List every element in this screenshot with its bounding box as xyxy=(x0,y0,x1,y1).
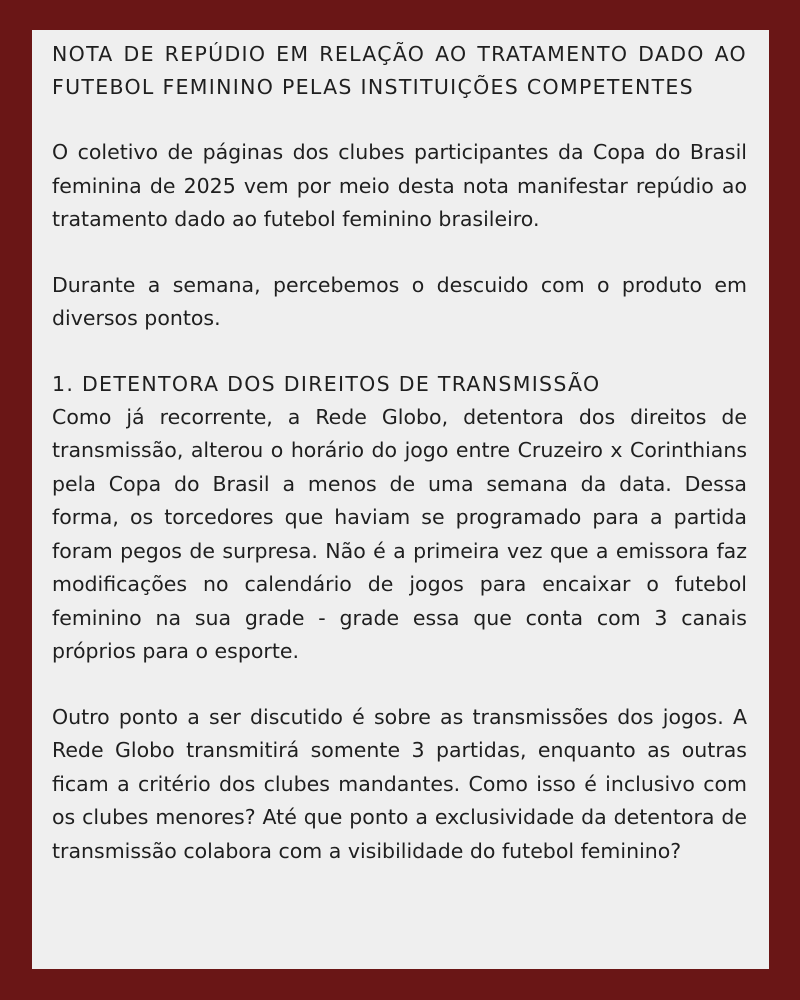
spacer xyxy=(52,104,747,136)
intro-paragraph: O coletivo de páginas dos clubes participantes da Copa do Brasil feminina de 2025 vem por meio desta nota manifestar repúdio ao tratamento dado ao futebol feminino brasileiro. xyxy=(52,140,747,231)
transmission-rights-paragraph: Como já recorrente, a Rede Globo, detentora dos direitos de transmissão, alterou o horário do jogo entre Cruzeiro x Corinthians pela Copa do Brasil a menos de uma semana da data. Dessa forma, os torcedores que haviam se programado para a partida foram pegos de surpresa. Não é a primeira vez que a emissora faz modificações no calendário de jogos para encaixar o futebol feminino na sua grade - grade essa que conta com 3 canais próprios para o esporte. xyxy=(52,404,747,663)
spacer xyxy=(52,669,747,701)
statement-title: NOTA DE REPÚDIO EM RELAÇÃO AO TRATAMENTO DADO AO FUTEBOL FEMININO PELAS INSTITUIÇÕES COMPETENTES xyxy=(52,42,747,99)
week-paragraph: Durante a semana, percebemos o descuido com o produto em diversos pontos. xyxy=(52,272,747,330)
spacer xyxy=(52,237,747,269)
statement-card xyxy=(32,30,769,969)
broadcast-paragraph: Outro ponto a ser discutido é sobre as transmissões dos jogos. A Rede Globo transmitirá somente 3 partidas, enquanto as outras ficam a critério dos clubes mandantes. Como isso é inclusivo com os clubes menores? Até que ponto a exclusividade da detentora de transmissão colabora com a visibilidade do futebol feminino? xyxy=(52,704,747,863)
spacer xyxy=(52,336,747,368)
section-heading-transmission-rights: 1. DETENTORA DOS DIREITOS DE TRANSMISSÃO xyxy=(52,371,601,396)
